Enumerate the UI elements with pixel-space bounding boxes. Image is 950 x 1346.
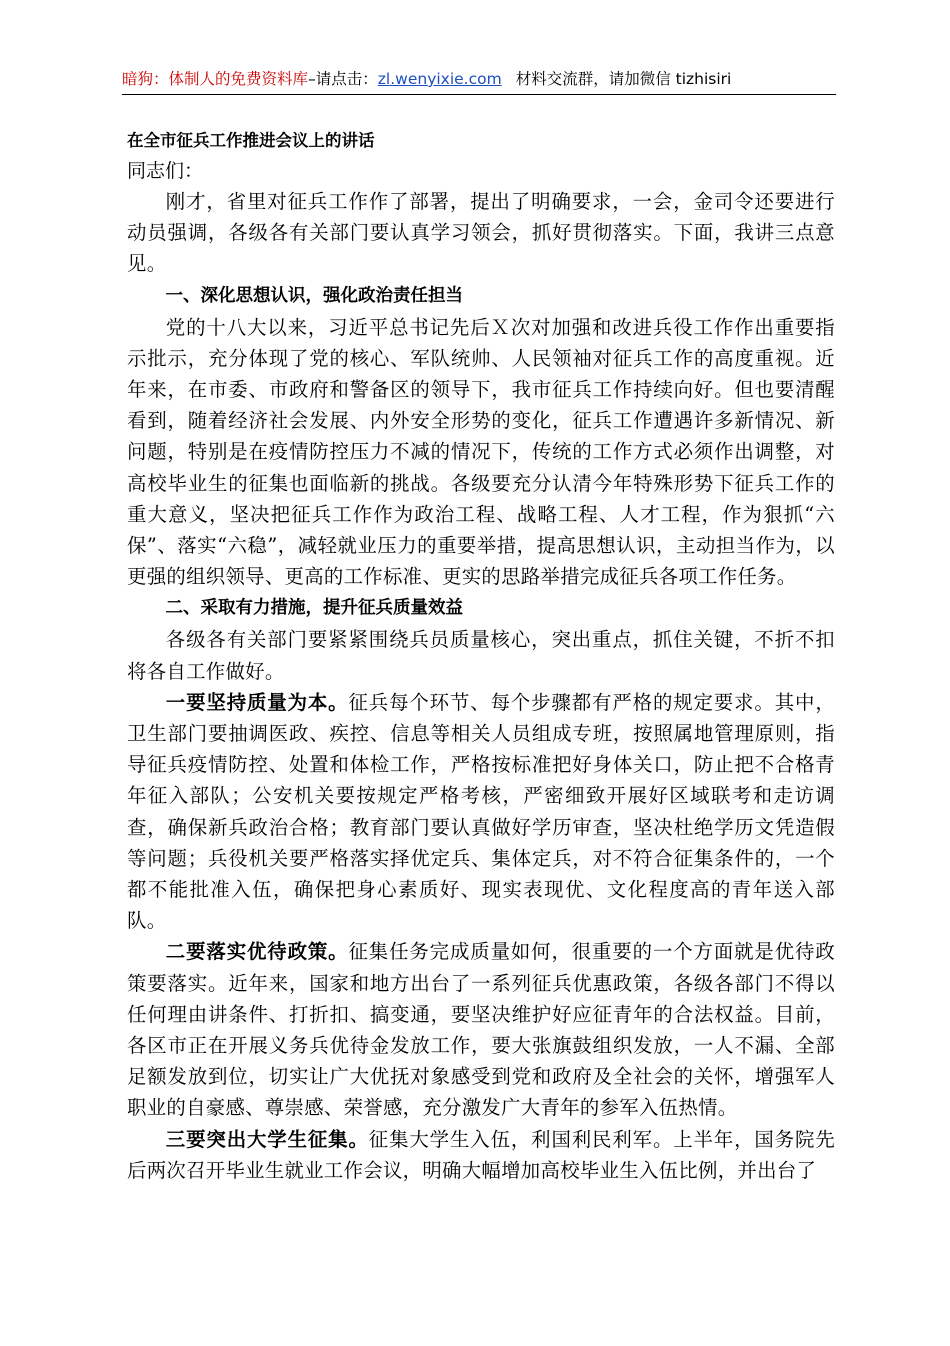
point-1-lead: 一要坚持质量为本。	[165, 690, 349, 714]
header-url-link[interactable]: zl.wenyixie.com	[377, 70, 502, 88]
point-2-body: 征集任务完成质量如何，很重要的一个方面就是优待政策要落实。近年来，国家和地方出台了一系列征兵优惠政策，各级各部门不得以任何理由讲条件、打折扣、搞变通，要坚决维护好应征青年的合法权益。目前，各区市正在开展义务兵优待金发放工作，要大张旗鼓组织发放，一人不漏、全部足额发放到位，切实让广大优抚对象感受到党和政府及全社会的关怀，增强军人职业的自豪感、尊崇感、荣誉感，充分激发广大青年的参军入伍热情。	[127, 940, 836, 1120]
section-2-intro: 各级各有关部门要紧紧围绕兵员质量核心，突出重点，抓住关键，不折不扣将各自工作做好。	[127, 628, 835, 683]
header-wechat-note: 材料交流群，请加微信 tizhisiri	[515, 70, 732, 88]
header-site-name: 暗狗：体制人的免费资料库	[122, 70, 309, 88]
page-header	[122, 64, 836, 94]
document-title: 在全市征兵工作推进会议上的讲话	[127, 131, 375, 150]
section-1-heading: 一、深化思想认识，强化政治责任担当	[165, 285, 463, 306]
point-3-body: 征集大学生入伍，利国利民利军。上半年，国务院先后两次召开毕业生就业工作会议，明确大幅增加高校毕业生入伍比例，并出台了	[127, 1127, 836, 1182]
section-2-heading: 二、采取有力措施，提升征兵质量效益	[165, 598, 463, 619]
intro-paragraph: 刚才，省里对征兵工作作了部署，提出了明确要求，一会，金司令还要进行动员强调，各级各有关部门要认真学习领会，抓好贯彻落实。下面，我讲三点意见。	[127, 190, 835, 276]
point-2-paragraph	[127, 936, 835, 1123]
point-1-paragraph	[127, 687, 835, 937]
header-click-prompt: –请点击：	[308, 70, 378, 88]
point-3-lead: 三要突出大学生征集。	[165, 1127, 369, 1151]
document-body	[127, 126, 835, 1186]
salutation: 同志们：	[127, 160, 204, 182]
point-2-lead: 二要落实优待政策。	[165, 940, 349, 964]
point-3-paragraph	[127, 1124, 835, 1186]
header-divider	[122, 94, 836, 95]
section-1-paragraph: 党的十八大以来，习近平总书记先后Ｘ次对加强和改进兵役工作作出重要指示批示，充分体现了党的核心、军队统帅、人民领袖对征兵工作的高度重视。近年来，在市委、市政府和警备区的领导下，我市征兵工作持续向好。但也要清醒看到，随着经济社会发展、内外安全形势的变化，征兵工作遭遇许多新情况、新问题，特别是在疫情防控压力不减的情况下，传统的工作方式必须作出调整，对高校毕业生的征集也面临新的挑战。各级要充分认清今年特殊形势下征兵工作的重大意义，坚决把征兵工作作为政治工程、战略工程、人才工程，作为狠抓“六保”、落实“六稳”，减轻就业压力的重要举措，提高思想认识，主动担当作为，以更强的组织领导、更高的工作标准、更实的思路举措完成征兵各项工作任务。	[127, 315, 835, 589]
point-1-body: 征兵每个环节、每个步骤都有严格的规定要求。其中，卫生部门要抽调医政、疾控、信息等相关人员组成专班，按照属地管理原则，指导征兵疫情防控、处置和体检工作，严格按标准把好身体关口，防止把不合格青年征入部队；公安机关要按规定严格考核，严密细致开展好区域联考和走访调查，确保新兵政治合格；教育部门要认真做好学历审查，坚决杜绝学历文凭造假等问题；兵役机关要严格落实择优定兵、集体定兵，对不符合征集条件的，一个都不能批准入伍，确保把身心素质好、现实表现优、文化程度高的青年送入部队。	[127, 690, 836, 933]
